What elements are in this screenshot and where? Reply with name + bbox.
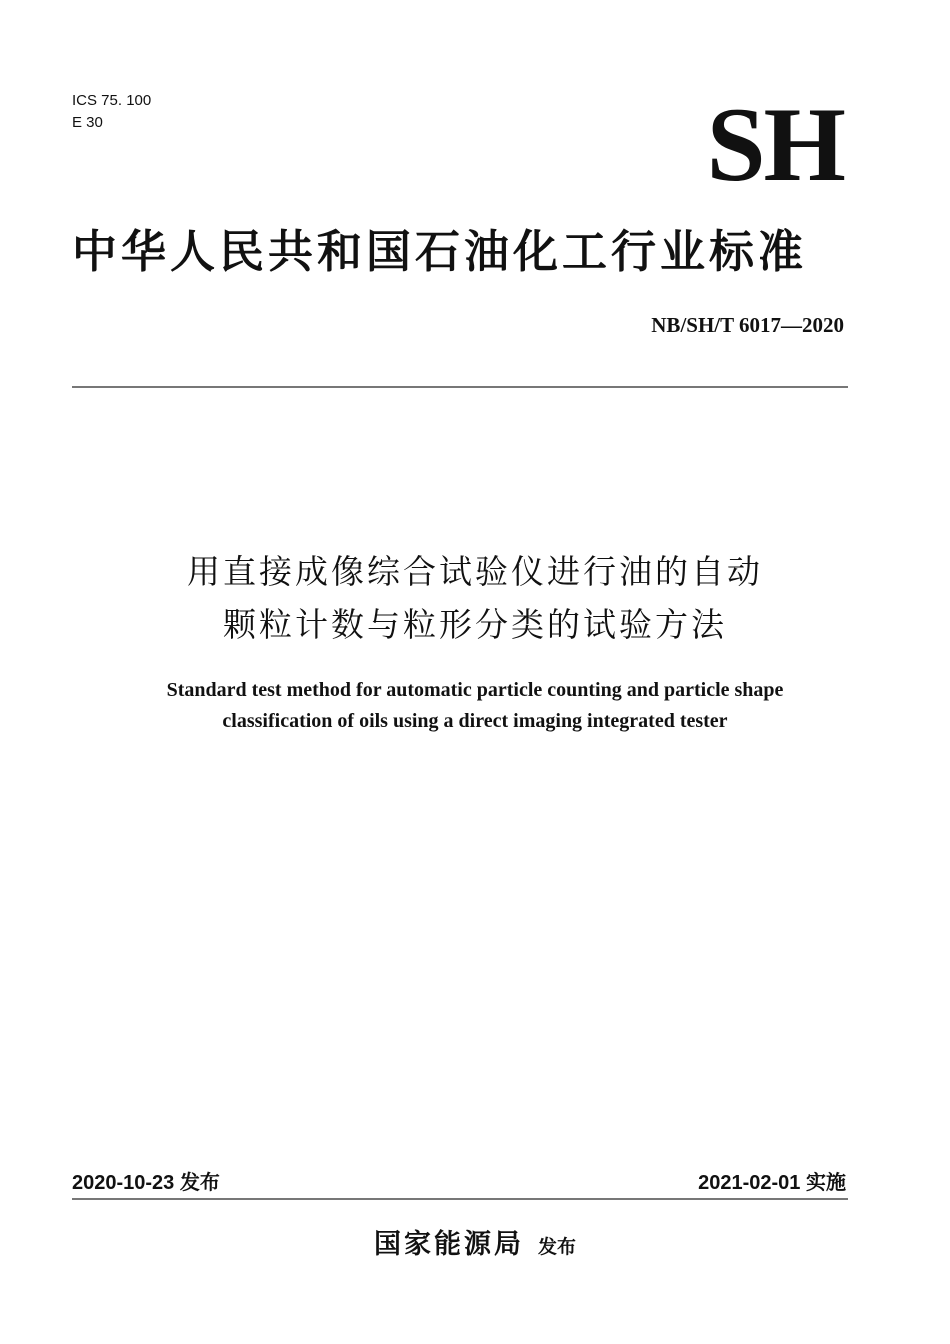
classification-codes xyxy=(72,90,151,134)
ccs-code: E 30 xyxy=(72,114,103,131)
chinese-title-line-1: 用直接成像综合试验仪进行油的自动 xyxy=(187,552,763,591)
publisher-action: 发布 xyxy=(537,1236,576,1258)
chinese-title-line-2: 颗粒计数与粒形分类的试验方法 xyxy=(223,605,727,644)
header-divider xyxy=(72,386,848,388)
standard-mark-logo: SH xyxy=(706,86,844,203)
ics-code: ICS 75. 100 xyxy=(72,92,152,109)
chinese-title xyxy=(0,545,950,651)
issue-date: 2020-10-23 发布 xyxy=(72,1172,220,1194)
publisher xyxy=(0,1222,950,1261)
publisher-name: 国家能源局 xyxy=(373,1229,524,1260)
footer-divider xyxy=(72,1198,848,1200)
english-title-line-1: Standard test method for automatic particle counting and particle shape xyxy=(166,679,784,701)
standard-number: NB/SH/T 6017—2020 xyxy=(651,313,844,337)
english-title xyxy=(0,675,950,737)
english-title-line-2: classification of oils using a direct imaging integrated tester xyxy=(222,710,728,732)
implementation-date: 2021-02-01 实施 xyxy=(698,1172,846,1194)
standard-category-title: 中华人民共和国石油化工行业标准 xyxy=(72,225,808,278)
